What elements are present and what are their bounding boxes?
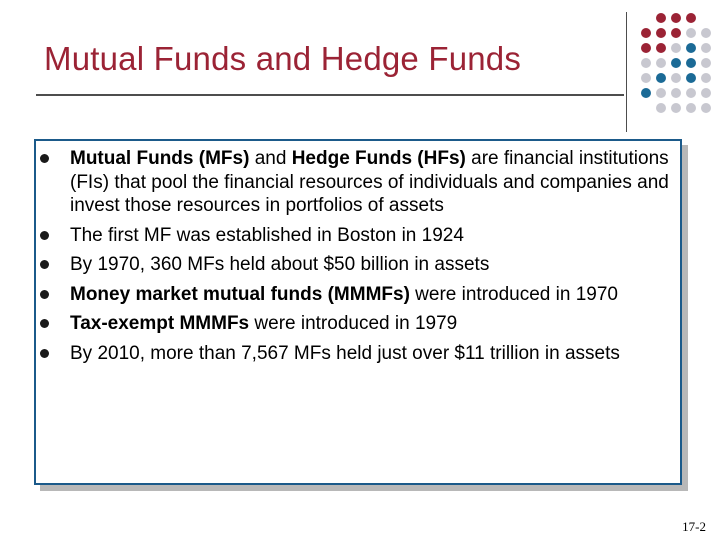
- bullet-text: By 2010, more than 7,567 MFs held just over $11 trillion in assets: [70, 342, 620, 364]
- bullet-icon: [40, 319, 49, 328]
- bullet-icon: [40, 290, 49, 299]
- decorative-dot: [656, 28, 666, 38]
- decorative-dot: [701, 43, 711, 53]
- bullet-bold-text: Money market mutual funds (MMMFs): [70, 283, 410, 305]
- bullet-item: [70, 253, 670, 277]
- decorative-dot: [656, 43, 666, 53]
- bullet-text: were introduced in 1970: [409, 283, 618, 305]
- decorative-dot: [641, 73, 651, 83]
- decorative-dot: [686, 88, 696, 98]
- bullet-icon: [40, 154, 49, 163]
- bullet-text: were introduced in 1979: [249, 313, 458, 334]
- bullet-icon: [40, 349, 49, 358]
- bullet-text: and: [249, 148, 292, 169]
- bullet-item: [70, 224, 670, 248]
- page-number: 17-2: [682, 519, 706, 534]
- slide-title: Mutual Funds and Hedge Funds: [44, 40, 522, 77]
- bullet-icon: [40, 260, 49, 269]
- decorative-dot: [686, 73, 696, 83]
- bullet-item: [70, 342, 670, 366]
- decorative-dot: [641, 43, 651, 53]
- decorative-dot: [641, 28, 651, 38]
- decorative-dot: [641, 58, 651, 68]
- title-underline: [36, 94, 624, 96]
- decorative-dot: [641, 88, 651, 98]
- bullet-text: The first MF was established in Boston in 1924: [70, 224, 464, 246]
- decorative-dot: [671, 28, 681, 38]
- decorative-dot: [686, 13, 696, 23]
- decorative-dot: [656, 88, 666, 98]
- bullet-item: [70, 312, 670, 336]
- decorative-dot: [686, 58, 696, 68]
- decorative-dot: [671, 13, 681, 23]
- bullet-text: By 1970, 360 MFs held about $50 billion in assets: [70, 254, 490, 275]
- bullet-bold-text: Mutual Funds (MFs): [70, 148, 250, 169]
- bullet-item: [70, 147, 670, 218]
- decorative-dot: [671, 103, 681, 113]
- bullet-text: are financial institutions (FIs) that pool the financial resources of individuals and companies and invest those resources in portfolios of assets: [70, 148, 669, 216]
- decorative-dot: [656, 13, 666, 23]
- bullet-bold-text: Hedge Funds (HFs): [291, 148, 466, 169]
- decorative-dot: [656, 58, 666, 68]
- bullet-bold-text: Tax-exempt MMMFs: [70, 313, 250, 334]
- decorative-dot: [671, 73, 681, 83]
- decorative-dot: [656, 73, 666, 83]
- decorative-dot: [701, 58, 711, 68]
- decorative-dot: [686, 103, 696, 113]
- decorative-dot: [701, 103, 711, 113]
- bullet-list: [70, 147, 670, 371]
- bullet-icon: [40, 231, 49, 240]
- decorative-dot: [686, 28, 696, 38]
- decorative-dot: [701, 28, 711, 38]
- decorative-dot: [701, 88, 711, 98]
- decorative-dot: [686, 43, 696, 53]
- decorative-dot: [701, 73, 711, 83]
- bullet-item: [70, 283, 670, 307]
- decorative-dot: [671, 43, 681, 53]
- decorative-dot: [671, 88, 681, 98]
- decorative-dot: [656, 103, 666, 113]
- decorative-dot: [671, 58, 681, 68]
- vertical-rule: [626, 12, 627, 132]
